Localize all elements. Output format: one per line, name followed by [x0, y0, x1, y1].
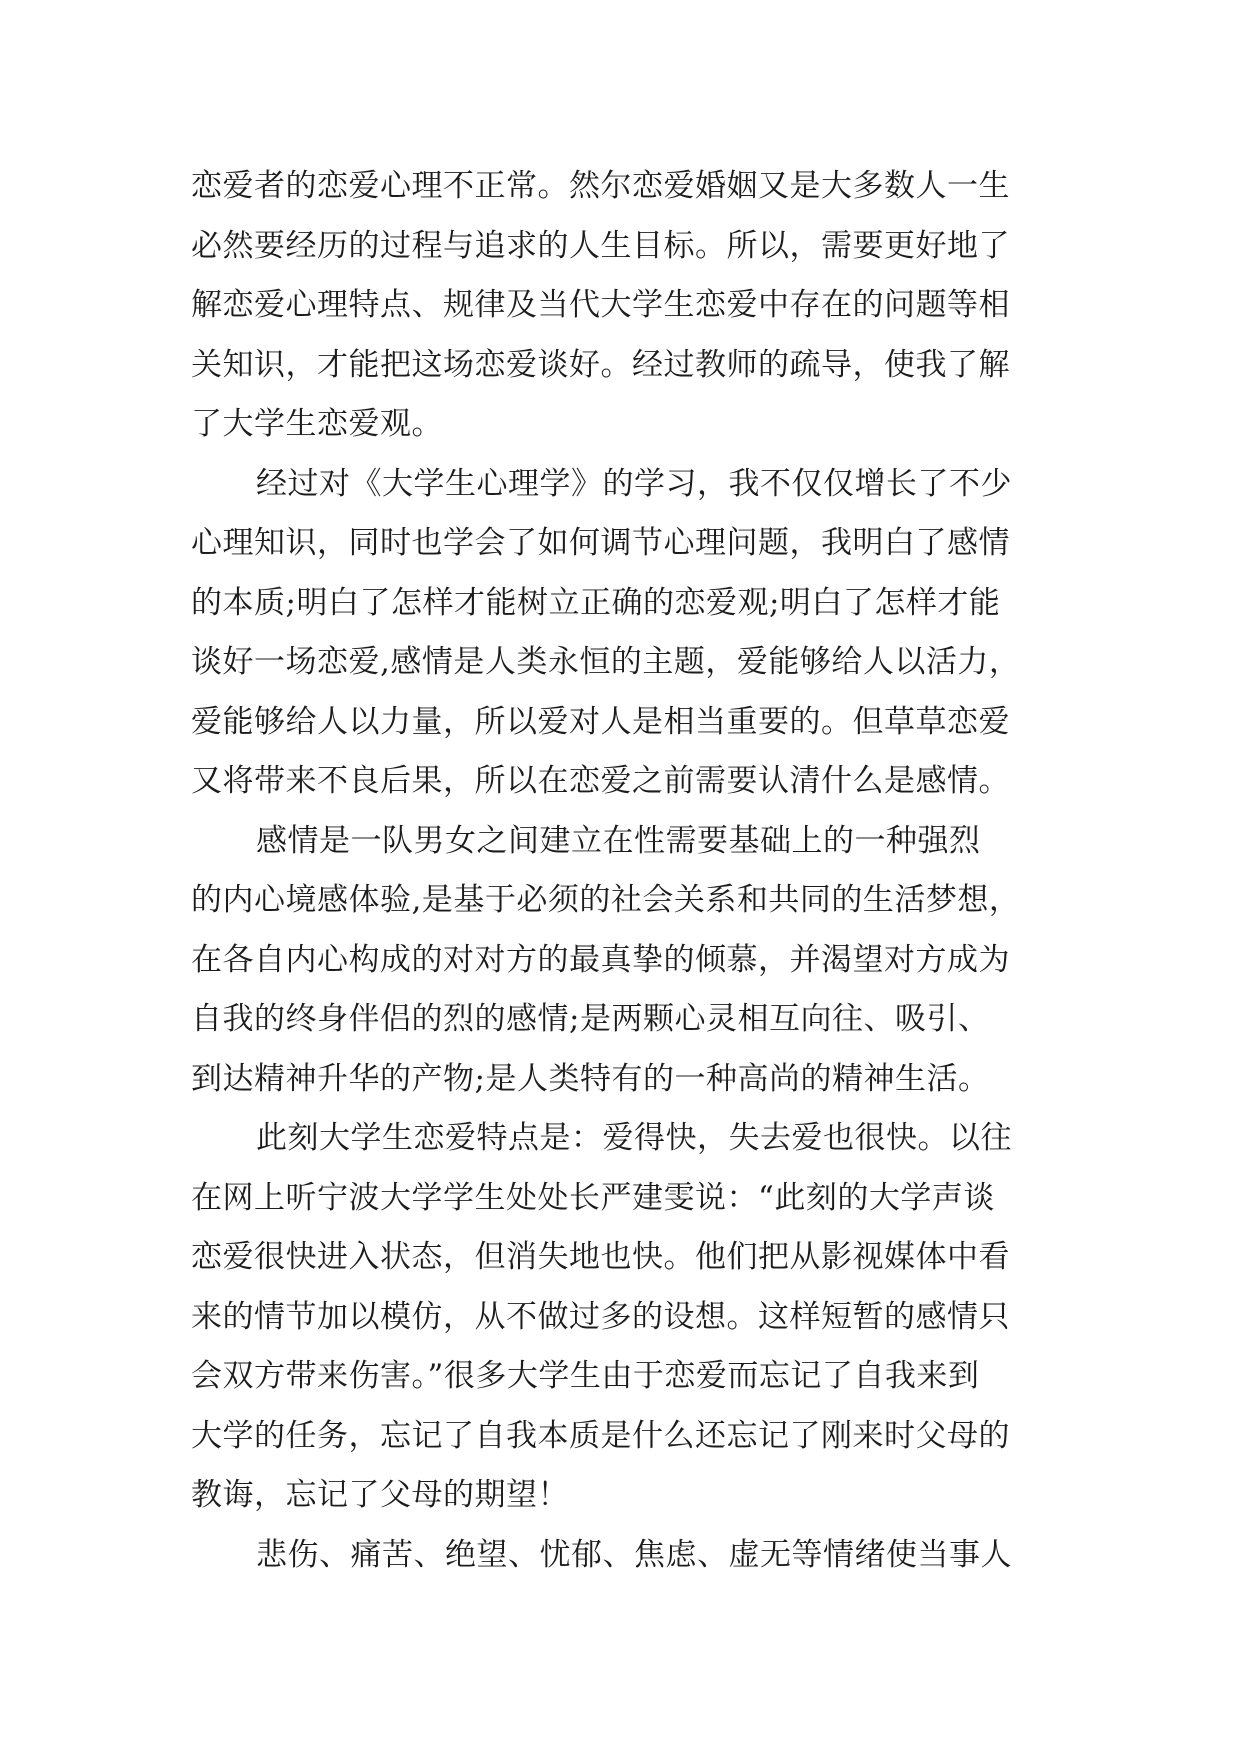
text-line: 在各自内心构成的对对方的最真挚的倾慕，并渴望对方成为 — [191, 941, 1010, 978]
text-line: 关知识，才能把这场恋爱谈好。经过教师的疏导，使我了解 — [191, 346, 1010, 383]
text-line: 的内心境感体验,是基于必须的社会关系和共同的生活梦想， — [191, 882, 1021, 918]
text-line: 了大学生恋爱观。 — [191, 406, 443, 442]
text-line: 教诲，忘记了父母的期望！ — [191, 1477, 569, 1513]
document-body — [191, 157, 1061, 1585]
text-line: 恋爱很快进入状态，但消失地也快。他们把从影视媒体中看 — [191, 1239, 1010, 1275]
text-line: 心理知识，同时也学会了如何调节心理问题，我明白了感情 — [191, 525, 1010, 561]
paragraph-first-line: 悲伤、痛苦、绝望、忧郁、焦虑、虚无等情绪使当事人 — [256, 1536, 1012, 1573]
paragraph-first-line: 经过对《大学生心理学》的学习，我不仅仅增长了不少 — [256, 465, 1012, 502]
text-line: 自我的终身伴侣的烈的感情;是两颗心灵相互向往、吸引、 — [191, 1001, 990, 1037]
text-line: 又将带来不良后果，所以在恋爱之前需要认清什么是感情。 — [191, 763, 1010, 799]
paragraph-first-line: 感情是一队男女之间建立在性需要基础上的一种强烈 — [256, 822, 981, 859]
text-line: 解恋爱心理特点、规律及当代大学生恋爱中存在的问题等相 — [191, 287, 1010, 323]
text-line: 大学的任务，忘记了自我本质是什么还忘记了刚来时父母的 — [191, 1417, 1010, 1454]
paragraph-first-line: 此刻大学生恋爱特点是：爱得快，失去爱也很快。以往 — [256, 1120, 1012, 1156]
text-line: 在网上听宁波大学学生处处长严建雯说：“此刻的大学声谈 — [191, 1179, 995, 1216]
text-line: 爱能够给人以力量，所以爱对人是相当重要的。但草草恋爱 — [191, 703, 1010, 740]
text-line: 谈好一场恋爱,感情是人类永恒的主题，爱能够给人以活力， — [191, 644, 1021, 680]
text-line: 到达精神升华的产物;是人类特有的一种高尚的精神生活。 — [191, 1060, 990, 1097]
text-line: 会双方带来伤害。”很多大学生由于恋爱而忘记了自我来到 — [191, 1358, 980, 1394]
text-line: 必然要经历的过程与追求的人生目标。所以，需要更好地了 — [191, 227, 1010, 264]
text-line: 恋爱者的恋爱心理不正常。然尔恋爱婚姻又是大多数人一生 — [191, 168, 1010, 204]
text-line: 的本质;明白了怎样才能树立正确的恋爱观;明白了怎样才能 — [191, 584, 1001, 621]
text-line: 来的情节加以模仿，从不做过多的设想。这样短暂的感情只 — [191, 1298, 1010, 1335]
